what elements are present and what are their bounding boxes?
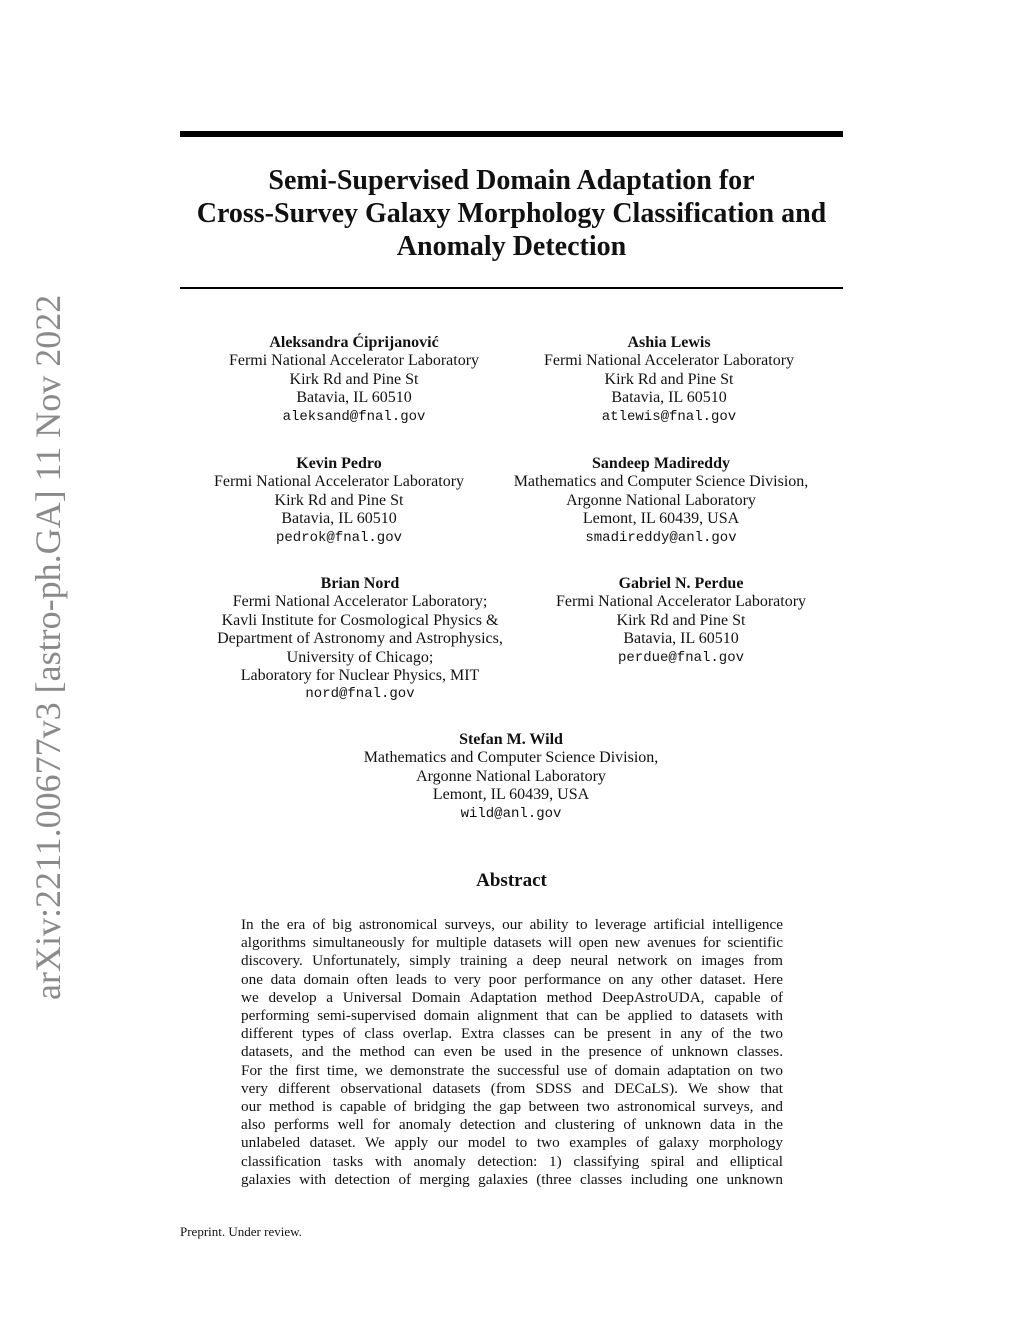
author-address: Lemont, IL 60439, USA <box>582 510 740 528</box>
author-email: smadireddy@anl.gov <box>585 529 737 546</box>
title-line: Anomaly Detection <box>396 231 627 262</box>
author-address: Lemont, IL 60439, USA <box>432 786 590 804</box>
preprint-footer: Preprint. Under review. <box>180 1224 302 1239</box>
author-block <box>351 731 671 823</box>
author-affiliation: Fermi National Accelerator Laboratory; <box>232 593 488 611</box>
abstract-line: algorithms simultaneously for multiple datasets will open new avenues for scientific <box>241 934 783 952</box>
arxiv-identifier-stamp: arXiv:2211.00677v3 [astro-ph.GA] 11 Nov 2022 <box>28 294 68 1000</box>
abstract-line: datasets, and the method can even be used in the presence of unknown classes. <box>241 1043 783 1061</box>
author-name: Aleksandra Ćiprijanović <box>269 334 439 351</box>
author-affiliation: University of Chicago; <box>286 648 434 666</box>
author-email: nord@fnal.gov <box>305 686 415 703</box>
author-email: atlewis@fnal.gov <box>601 408 737 425</box>
abstract-line: discovery. Unfortunately, simply training a deep neural network on images from <box>241 952 783 970</box>
abstract-line: unlabeled dataset. We apply our model to two examples of galaxy morphology <box>241 1134 783 1152</box>
author-block <box>509 334 829 426</box>
author-address: Batavia, IL 60510 <box>281 510 397 528</box>
author-name: Brian Nord <box>320 575 400 592</box>
author-affiliation: Fermi National Accelerator Laboratory <box>543 352 795 370</box>
title-rule-top <box>180 131 843 137</box>
author-address: Batavia, IL 60510 <box>611 389 727 407</box>
abstract-line: one data domain often leads to very poor performance on any other dataset. Here <box>241 970 783 988</box>
author-block <box>521 575 841 667</box>
author-name: Ashia Lewis <box>627 334 711 351</box>
author-address: Kirk Rd and Pine St <box>616 611 746 629</box>
author-affiliation: Fermi National Accelerator Laboratory <box>228 352 480 370</box>
abstract-line: For the first time, we demonstrate the successful use of domain adaptation on two <box>241 1061 783 1079</box>
author-block <box>179 455 499 547</box>
abstract-body <box>241 916 783 1189</box>
title-line: Cross-Survey Galaxy Morphology Classification and <box>196 198 827 229</box>
title-rule-bottom <box>180 287 843 289</box>
title-line: Semi-Supervised Domain Adaptation for <box>268 165 755 196</box>
abstract-line: performing semi-supervised domain alignment that can be applied to datasets with <box>241 1007 783 1025</box>
author-affiliation: Mathematics and Computer Science Division, <box>513 473 809 491</box>
author-email: pedrok@fnal.gov <box>275 529 403 546</box>
author-email: perdue@fnal.gov <box>617 649 745 666</box>
author-affiliation: Argonne National Laboratory <box>566 491 756 509</box>
author-block <box>200 575 520 704</box>
author-block <box>194 334 514 426</box>
abstract-line: our method is capable of bridging the gap between two astronomical surveys, and <box>241 1098 783 1116</box>
author-address: Batavia, IL 60510 <box>296 389 412 407</box>
author-affiliation: Laboratory for Nuclear Physics, MIT <box>240 667 480 685</box>
author-affiliation: Fermi National Accelerator Laboratory <box>555 593 807 611</box>
abstract-line: very different observational datasets (from SDSS and DECaLS). We show that <box>241 1079 783 1097</box>
abstract-line: classification tasks with anomaly detection: 1) classifying spiral and elliptical <box>241 1152 783 1170</box>
abstract-line: galaxies with detection of merging galaxies (three classes including one unknown <box>241 1170 783 1188</box>
author-affiliation: Mathematics and Computer Science Division, <box>363 749 659 767</box>
abstract-line: we develop a Universal Domain Adaptation method DeepAstroUDA, capable of <box>241 988 783 1006</box>
author-address: Kirk Rd and Pine St <box>289 370 419 388</box>
author-address: Kirk Rd and Pine St <box>604 370 734 388</box>
author-affiliation: Argonne National Laboratory <box>416 767 606 785</box>
author-email: wild@anl.gov <box>460 805 562 822</box>
author-affiliation: Kavli Institute for Cosmological Physics & <box>221 611 499 629</box>
author-address: Batavia, IL 60510 <box>623 630 739 648</box>
author-affiliation: Department of Astronomy and Astrophysics, <box>217 630 503 648</box>
author-name: Sandeep Madireddy <box>592 455 730 472</box>
abstract-heading: Abstract <box>476 870 547 891</box>
paper-title <box>180 164 843 263</box>
abstract-line: also performs well for anomaly detection and clustering of unknown data in the <box>241 1116 783 1134</box>
author-block <box>501 455 821 547</box>
abstract-line: different types of class overlap. Extra classes can be present in any of the two <box>241 1025 783 1043</box>
author-affiliation: Fermi National Accelerator Laboratory <box>213 473 465 491</box>
author-address: Kirk Rd and Pine St <box>274 491 404 509</box>
author-name: Kevin Pedro <box>296 455 382 472</box>
author-name: Gabriel N. Perdue <box>618 575 744 592</box>
author-email: aleksand@fnal.gov <box>282 408 426 425</box>
abstract-line: In the era of big astronomical surveys, our ability to leverage artificial intelligence <box>241 916 783 933</box>
author-name: Stefan M. Wild <box>459 731 563 748</box>
